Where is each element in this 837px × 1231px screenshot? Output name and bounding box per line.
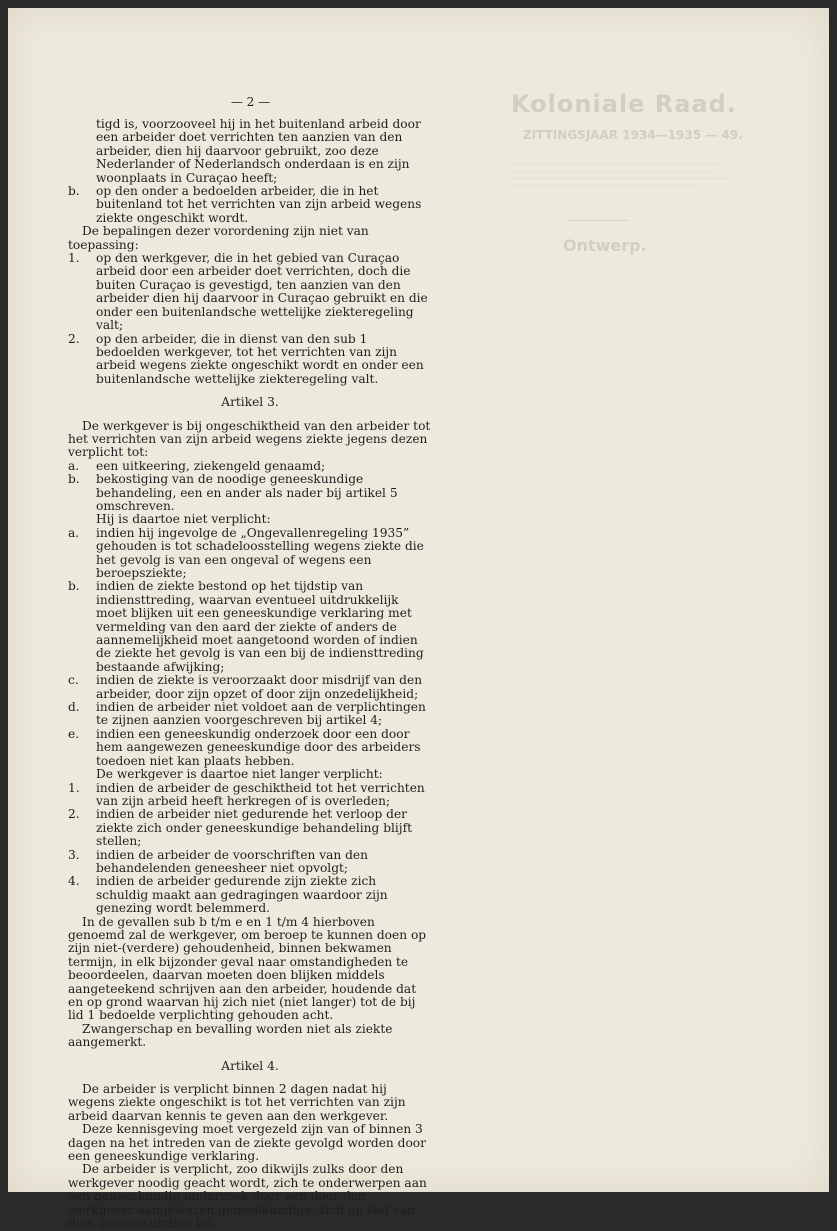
list-item: [68, 460, 432, 473]
paragraph: De arbeider is verplicht binnen 2 dagen nadat hij wegens ziekte ongeschikt is tot het verrichten van zijn arbeid daarvan kennis te geven aan den werkgever.: [68, 1082, 406, 1123]
faint-rule: [513, 164, 723, 165]
faint-rule: [513, 185, 693, 186]
list-text: indien de arbeider de geschiktheid tot het verrichten van zijn arbeid heeft herkregen of is overleden;: [96, 780, 425, 808]
list-item: [68, 808, 432, 848]
list-label: c.: [68, 673, 79, 688]
list-text: bekostiging van de noodige geneeskundige behandeling, een en ander als nader bij artikel 5 omschreven.: [96, 472, 398, 513]
paragraph: Deze kennisgeving moet vergezeld zijn van of binnen 3 dagen na het intreden van de ziekte gevolgd worden door een geneeskundige verklaring.: [68, 1122, 426, 1164]
list-label: 1.: [68, 251, 80, 266]
article-heading: Artikel 4.: [221, 1058, 279, 1073]
list-text: een uitkeering, ziekengeld genaamd;: [96, 458, 326, 473]
list-text: indien hij ingevolge de „Ongevallenregeling 1935” gehouden is tot schadeloosstelling wegens ziekte die het gevolg is van een ongeval of wegens een beroepsziekte;: [96, 525, 424, 580]
list-item: [68, 252, 432, 332]
list-label: 2.: [68, 331, 80, 346]
list-item: [68, 674, 432, 701]
list-label: 1.: [68, 780, 80, 795]
list-item: [68, 580, 432, 674]
faint-ontwerp-label: Ontwerp.: [563, 236, 647, 255]
list-item: [68, 333, 432, 387]
page-number: — 2 —: [230, 95, 271, 109]
list-label: b.: [68, 579, 80, 594]
list-text: op den onder a bedoelden arbeider, die in het buitenland tot het verrichten van zijn arbeid wegens ziekte ongeschikt wordt.: [96, 184, 422, 225]
faint-divider: [568, 220, 628, 221]
list-label: a.: [68, 458, 80, 473]
list-text: op den arbeider, die in dienst van den sub 1 bedoelden werkgever, tot het verrichten van zijn arbeid wegens ziekte ongeschikt wordt en onder een buitenlandsche wettelijke ziekteregeling valt.: [96, 331, 424, 386]
list-label: 3.: [68, 847, 80, 862]
list-item: [68, 782, 432, 809]
document-body: [68, 118, 432, 1231]
list-label: b.: [68, 472, 80, 487]
paragraph: De werkgever is daartoe niet langer verplicht:: [96, 767, 383, 782]
list-text: indien de ziekte is veroorzaakt door misdrijf van den arbeider, door zijn opzet of door zijn onzedelijkheid;: [96, 673, 423, 701]
paragraph: De bepalingen dezer vorordening zijn niet van toepassing:: [68, 224, 369, 252]
list-text: indien een geneeskundig onderzoek door een door hem aangewezen geneeskundige door des arbeiders toedoen niet kan plaats hebben.: [96, 726, 421, 768]
faint-session-year: ZITTINGSJAAR 1934—1935 — 49.: [523, 128, 743, 142]
document-page: [8, 8, 829, 1231]
paragraph: Hij is daartoe niet verplicht:: [96, 512, 271, 527]
list-label: 4.: [68, 874, 80, 889]
paragraph: De arbeider is verplicht, zoo dikwijls zulks door den werkgever noodig geacht wordt, zich te onderwerpen aan een geneeskundig onderzoek door een door den werkgever aangewezen geneeskundige, zich op last van dien geneeskundige tot: [68, 1162, 427, 1231]
list-label: e.: [68, 726, 80, 741]
continued-item-text: tigd is, voorzooveel hij in het buitenland arbeid door een arbeider doet verrichten ten aanzien van den arbeider, dien hij daarvoor gebruikt, zoo deze Nederlander of Nederlandsch onderdaan is en zijn woonplaats in Curaçao heeft;: [96, 117, 421, 185]
list-text: indien de ziekte bestond op het tijdstip van indiensttreding, waarvan eventueel uitdrukkelijk moet blijken uit een geneeskundige verklaring met vermelding van den aard der ziekte of anders de aannemelijkheid moet aangetoond worden of indien de ziekte het gevolg is van een bij de indiensttreding bestaande afwijking;: [96, 579, 424, 674]
list-item: [68, 185, 432, 225]
faint-show-through-text: [513, 158, 733, 192]
paragraph: In de gevallen sub b t/m e en 1 t/m 4 hierboven genoemd zal de werkgever, om beroep te kunnen doen op zijn niet-(verdere) gehoudenheid, binnen bekwamen termijn, in elk bijzonder geval naar omstandigheden te beoordeelen, daarvan moeten doen blijken middels aangeteekend schrijven aan den arbeider, houdende dat en op grond waarvan hij zich niet (niet langer) tot de bij lid 1 bedoelde verplichting gehouden acht.: [68, 914, 427, 1023]
paragraph: De werkgever is bij ongeschiktheid van den arbeider tot het verrichten van zijn arbeid wegens ziekte jegens dezen verplicht tot:: [68, 418, 431, 460]
article-heading: Artikel 3.: [221, 395, 279, 410]
faint-rule: [513, 178, 728, 179]
paragraph: Zwangerschap en bevalling worden niet als ziekte aangemerkt.: [68, 1021, 393, 1050]
faint-council-title: Koloniale Raad.: [511, 90, 737, 118]
list-text: indien de arbeider niet voldoet aan de verplichtingen te zijnen aanzien voorgeschreven bij artikel 4;: [96, 700, 426, 728]
list-label: 2.: [68, 807, 80, 822]
list-item: [68, 701, 432, 728]
list-label: d.: [68, 700, 80, 715]
list-text: indien de arbeider de voorschriften van den behandelenden geneesheer niet opvolgt;: [96, 847, 368, 875]
list-item: [68, 527, 432, 581]
list-label: a.: [68, 525, 80, 540]
list-item: [68, 728, 432, 768]
list-item: [68, 473, 432, 513]
list-text: indien de arbeider niet gedurende het verloop der ziekte zich onder geneeskundige behandeling blijft stellen;: [96, 807, 412, 849]
list-text: indien de arbeider gedurende zijn ziekte zich schuldig maakt aan gedragingen waardoor zijn genezing wordt belemmerd.: [96, 874, 388, 916]
list-text: op den werkgever, die in het gebied van Curaçao arbeid door een arbeider doet verrichten, doch die buiten Curaçao is gevestigd, ten aanzien van den arbeider dien hij daarvoor in Curaçao gebruikt en die onder een buitenlandsche wettelijke ziekteregeling valt;: [96, 251, 428, 333]
faint-rule: [513, 171, 713, 172]
list-label: b.: [68, 184, 80, 199]
list-item: [68, 875, 432, 915]
list-item: [68, 849, 432, 876]
